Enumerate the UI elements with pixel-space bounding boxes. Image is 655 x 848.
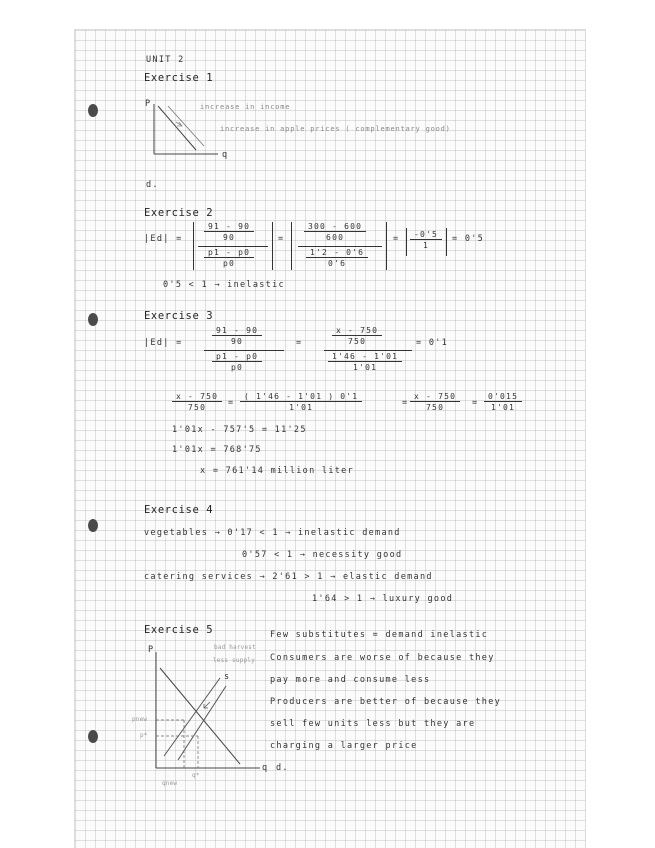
ex5-note-less-supply: less supply — [213, 657, 255, 664]
ex5-text-4: Producers are better of because they — [270, 697, 502, 707]
ex2-result: = 0'5 — [452, 234, 485, 244]
ex3-price-values: $\frac{1'46 - 1'01}{1'01}$ — [328, 352, 402, 372]
ex3-equals: = — [296, 338, 303, 348]
ex3-price-fraction: $\frac{p1 - p0}{p0}$ — [212, 352, 262, 372]
ex2-abs-bar — [446, 228, 447, 256]
binder-hole — [88, 519, 98, 532]
ex5-text-2: Consumers are worse of because they — [270, 653, 495, 663]
exercise-5-title: Exercise 5 — [144, 624, 214, 636]
binder-hole — [88, 730, 98, 743]
exercise-3-title: Exercise 3 — [144, 310, 214, 322]
ex2-abs-bar — [291, 222, 292, 270]
ex3-elasticity-label: |Ed| = — [144, 338, 183, 348]
ex5-text-3: pay more and consume less — [270, 675, 431, 685]
ex5-text-6: charging a larger price — [270, 741, 418, 751]
ex1-axis-p: P — [145, 99, 152, 109]
exercise-2-title: Exercise 2 — [144, 207, 214, 219]
ex3-equals: = — [228, 398, 235, 408]
ex3-line-1: 1'01x - 757'5 = 11'25 — [172, 425, 307, 435]
ex5-qstar-label: q* — [192, 772, 200, 779]
ex5-shift-arrow — [204, 702, 210, 708]
ex5-supply-curve — [178, 686, 226, 760]
ex5-s-label: s — [224, 672, 231, 682]
ex2-ratio: $\frac{-0'5}{1}$ — [410, 230, 442, 250]
ex2-abs-bar — [386, 222, 387, 270]
ex2-abs-bar — [272, 222, 273, 270]
ex4-vegetables-good: 0'57 < 1 → necessity good — [242, 550, 403, 560]
ex5-qnew-label: qnew — [162, 780, 178, 787]
ex2-price-fraction: $\frac{p1 - p0}{p0}$ — [204, 248, 254, 268]
ex3-equals: = — [402, 398, 409, 408]
binder-hole — [88, 313, 98, 326]
ex3-step-fraction-result: $\frac{0'015}{1'01}$ — [484, 392, 522, 412]
ex1-note-apple-prices: increase in apple prices ( complementary good) — [220, 125, 451, 133]
ex2-values-fraction-bar — [298, 246, 382, 247]
ex5-axis-p: P — [148, 645, 155, 655]
binder-hole — [88, 104, 98, 117]
ex1-demand-curve — [158, 106, 196, 150]
ex2-quantity-values: $\frac{300 - 600}{600}$ — [304, 222, 366, 242]
ex3-final-answer: x = 761'14 million liter — [200, 466, 355, 476]
unit-heading: UNIT 2 — [146, 55, 185, 65]
ex5-axis-q: q — [262, 763, 269, 773]
ex5-pnew-label: pnew — [132, 716, 148, 723]
ex5-note-bad-harvest: bad harvest — [214, 644, 256, 651]
ex2-abs-bar — [193, 222, 194, 270]
ex2-main-fraction-bar — [198, 246, 268, 247]
ex2-equals: = — [278, 234, 285, 244]
ex3-step-fraction-x: $\frac{x - 750}{750}$ — [172, 392, 222, 412]
ex5-demand-curve — [160, 668, 240, 764]
ex2-abs-bar — [406, 228, 407, 256]
ex3-main-fraction-bar — [204, 350, 284, 351]
ex4-vegetables-elastic: vegetables → 0'17 < 1 → inelastic demand — [144, 528, 401, 538]
ex5-answer: d. — [276, 763, 289, 773]
ex3-step-fraction-x-2: $\frac{x - 750}{750}$ — [410, 392, 460, 412]
ex5-text-1: Few substitutes = demand inelastic — [270, 630, 489, 640]
ex3-line-2: 1'01x = 768'75 — [172, 445, 262, 455]
ex3-equals: = — [472, 398, 479, 408]
ex2-quantity-fraction: $\frac{91 - 90}{90}$ — [204, 222, 254, 242]
ex5-text-5: sell few units less but they are — [270, 719, 476, 729]
ex5-pstar-label: p* — [140, 732, 148, 739]
exercise-1-title: Exercise 1 — [144, 72, 214, 84]
exercise-4-title: Exercise 4 — [144, 504, 214, 516]
ex2-price-values: $\frac{1'2 - 0'6}{0'6}$ — [306, 248, 368, 268]
ex1-axis-q: q — [222, 150, 229, 160]
ex3-quantity-values: $\frac{x - 750}{750}$ — [332, 326, 382, 346]
ex4-catering-good: 1'64 > 1 → luxury good — [312, 594, 454, 604]
ex5-supply-shift-graph — [148, 648, 268, 778]
ex1-note-income: increase in income — [200, 103, 291, 111]
ex5-supply-curve-new — [164, 678, 220, 756]
ex2-equals: = — [393, 234, 400, 244]
ex3-result: = 0'1 — [416, 338, 449, 348]
ex1-answer: d. — [146, 180, 159, 190]
ex3-quantity-fraction: $\frac{91 - 90}{90}$ — [212, 326, 262, 346]
ex3-step-fraction-price: $\frac{( 1'46 - 1'01 ) 0'1}{1'01}$ — [240, 392, 362, 412]
ex2-conclusion: 0'5 < 1 → inelastic — [163, 280, 285, 290]
ex1-shifted-demand-curve — [168, 106, 204, 146]
ex3-values-fraction-bar — [324, 350, 412, 351]
ex2-elasticity-label: |Ed| = — [144, 234, 183, 244]
ex4-catering-elastic: catering services → 2'61 > 1 → elastic demand — [144, 572, 433, 582]
